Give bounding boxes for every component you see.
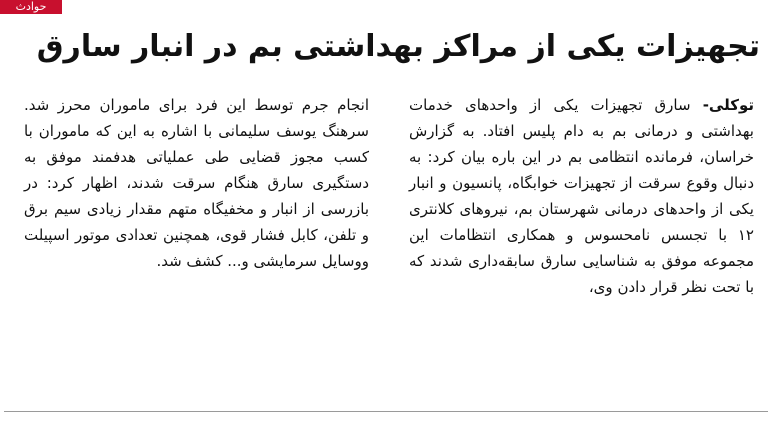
article-column-left xyxy=(24,92,369,392)
article-column-right xyxy=(409,92,754,392)
section-tag: حوادث xyxy=(0,0,62,14)
article-column-left-text: انجام جرم توسط این فرد برای ماموران محرز شد. سرهنگ یوسف سلیمانی با اشاره به این که ماموران با کسب مجوز قضایی طی عملیاتی هدفمند موفق به دستگیری سارق هنگام سرقت شدند، اظهار کرد: در بازرسی از انبار و مخفیگاه متهم مقدار زیادی سیم برق و تلفن، کابل فشار قوی، همچنین تعدادی موتور اسپیلت ووسایل سرمایشی و... کشف شد. xyxy=(24,96,369,270)
article-headline: تجهیزات یکی از مراکز بهداشتی بم در انبار سارق xyxy=(36,29,760,64)
article-body xyxy=(24,92,754,392)
article-byline: توکلی- xyxy=(702,96,754,114)
article-column-right-text: سارق تجهیزات یکی از واحدهای خدمات بهداشتی و درمانی بم به دام پلیس افتاد. به گزارش خراسان، فرمانده انتظامی بم در این باره بیان کرد: به دنبال وقوع سرقت از تجهیزات خوابگاه، پانسیون و انبار یکی از واحدهای درمانی شهرستان بم، نیروهای کلانتری ۱۲ با تجسس نامحسوس و همکاری انتظامات این مجموعه موفق به شناسایی سارق سابقه‌داری شدند که با تحت نظر قرار دادن وی، xyxy=(409,96,754,296)
bottom-divider xyxy=(4,411,768,412)
